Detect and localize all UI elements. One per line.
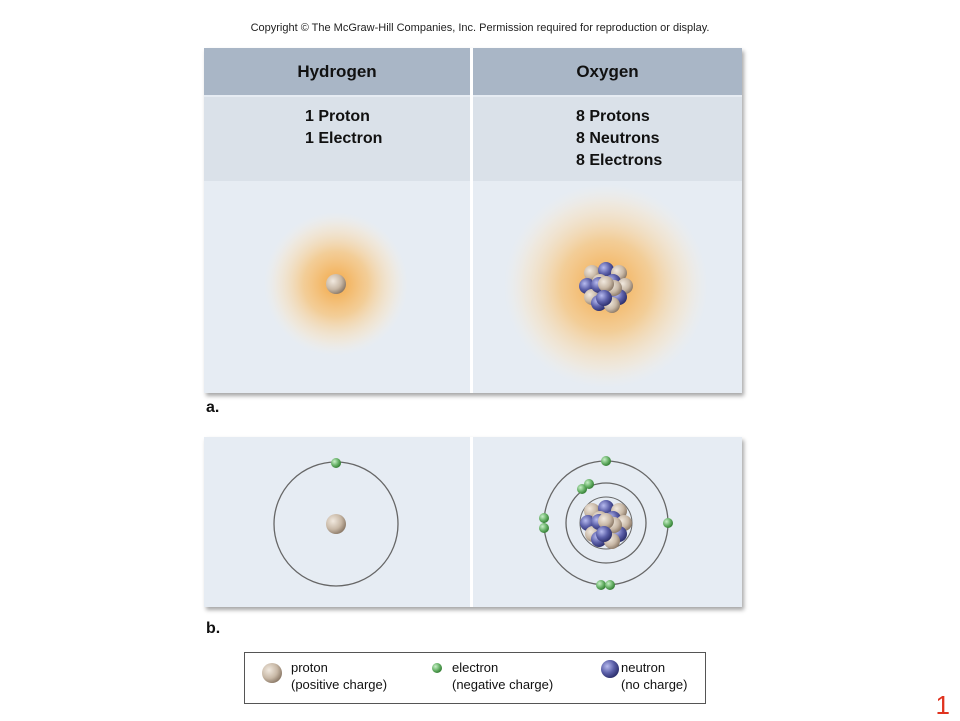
oxygen-electron xyxy=(539,523,549,533)
oxygen-title: Oxygen xyxy=(576,61,639,81)
oxygen-electron xyxy=(539,513,549,523)
oxygen-electron xyxy=(596,580,606,590)
oxygen-electrons: 8 Electrons xyxy=(576,152,663,169)
hydrogen-electron xyxy=(331,458,341,468)
oxygen-neutrons: 8 Neutrons xyxy=(576,130,660,147)
hydrogen-electrons: 1 Electron xyxy=(305,130,383,147)
legend xyxy=(244,652,706,704)
copyright-notice: Copyright © The McGraw-Hill Companies, Inc. Permission required for reproduction or display. xyxy=(250,22,710,34)
slide-number: 1 xyxy=(935,690,950,720)
proton-legend-name: proton xyxy=(291,660,328,675)
oxygen-electron xyxy=(601,456,611,466)
neutron-legend-name: neutron xyxy=(621,660,666,675)
neutron-legend-desc: (no charge) xyxy=(621,677,688,692)
neutron-legend-icon xyxy=(600,659,622,681)
hydrogen-title: Hydrogen xyxy=(297,61,377,81)
label-b: b. xyxy=(206,620,221,637)
proton-legend-text xyxy=(291,659,387,693)
hydrogen-protons: 1 Proton xyxy=(305,108,370,125)
oxygen-electron xyxy=(584,479,594,489)
neutron-legend-text xyxy=(621,659,687,693)
electron-legend-icon xyxy=(431,662,445,676)
electron-legend-desc: (negative charge) xyxy=(452,677,554,692)
label-a: a. xyxy=(206,399,220,416)
electron-legend-text xyxy=(452,659,553,693)
oxygen-electron xyxy=(663,518,673,528)
proton-legend-desc: (positive charge) xyxy=(291,677,388,692)
proton-legend-icon xyxy=(261,662,285,686)
electron-legend-name: electron xyxy=(452,660,499,675)
oxygen-electron xyxy=(605,580,615,590)
hydrogen-nucleus-b xyxy=(326,514,346,534)
oxygen-protons: 8 Protons xyxy=(576,108,650,125)
